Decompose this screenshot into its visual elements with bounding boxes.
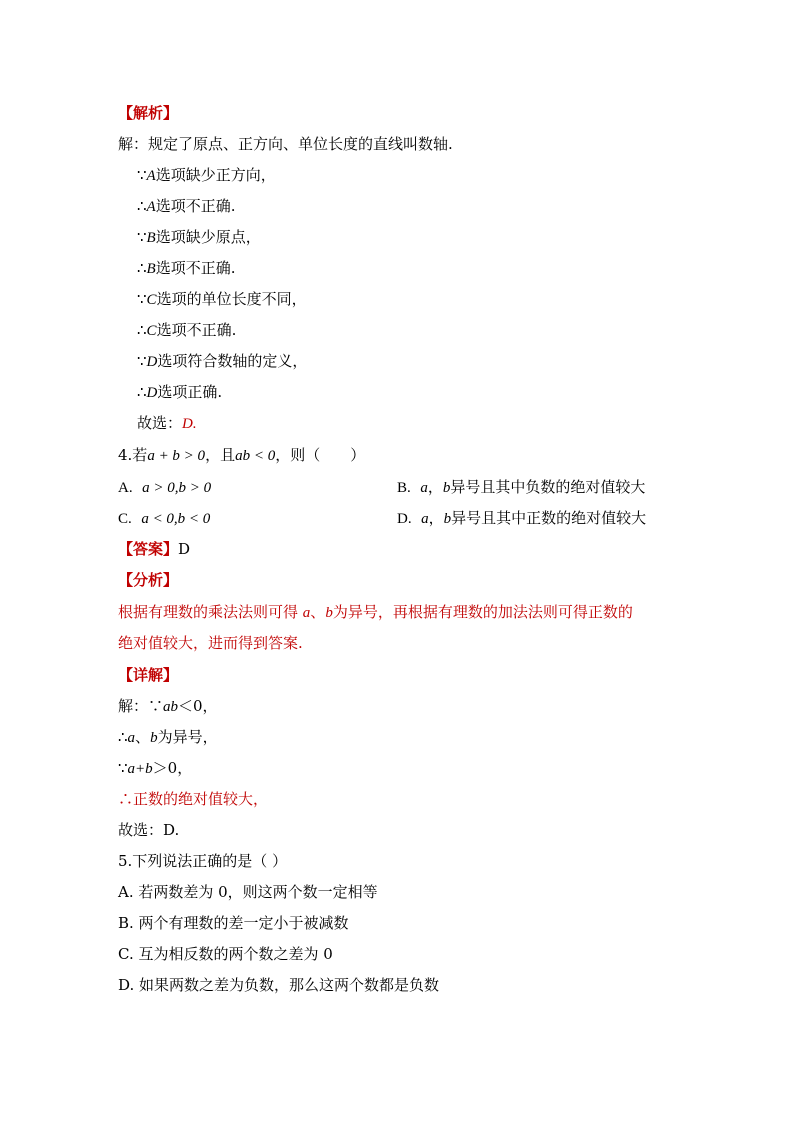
q5-option-b: B. 两个有理数的差一定小于被减数 xyxy=(118,914,349,932)
q4-detail-tag: 【详解】 xyxy=(118,666,179,684)
q4-option-a: A. a > 0,b > 0 xyxy=(118,480,212,496)
solution-line: ∴C选项不正确. xyxy=(137,321,237,339)
solution-line: ∵C选项的单位长度不同， xyxy=(137,290,307,308)
q4-detail-line: ∵a+b＞0， xyxy=(118,759,193,777)
solution-line: ∴B选项不正确. xyxy=(137,259,236,277)
q4-detail-line: ∴正数的绝对值较大， xyxy=(118,790,269,808)
q4-option-b: B. a，b异号且其中负数的绝对值较大 xyxy=(397,478,646,496)
solution-line: ∴D选项正确. xyxy=(137,383,223,401)
solution-line: ∵B选项缺少原点， xyxy=(137,228,261,246)
solution-line: ∵D选项符合数轴的定义， xyxy=(137,352,308,370)
q4-option-d: D. a，b异号且其中正数的绝对值较大 xyxy=(397,509,647,527)
q4-option-c: C. a < 0,b < 0 xyxy=(118,511,211,527)
q4-analysis-line-2: 绝对值较大，进而得到答案. xyxy=(118,634,303,652)
q4-detail-line: ∴a、b为异号， xyxy=(118,728,218,746)
q4-analysis-line-1: 根据有理数的乘法法则可得 a、b为异号，再根据有理数的加法法则可得正数的 xyxy=(118,603,633,621)
question-5-stem: 5.下列说法正确的是（ ） xyxy=(118,852,288,870)
solution-choice: 故选：D. xyxy=(137,414,197,432)
section-tag-jiexi: 【解析】 xyxy=(118,104,179,122)
q4-answer: 【答案】D xyxy=(118,540,191,558)
solution-intro: 解：规定了原点、正方向、单位长度的直线叫数轴. xyxy=(118,135,453,153)
q5-option-a: A. 若两数差为 0，则这两个数一定相等 xyxy=(118,883,378,901)
q4-analysis-tag: 【分析】 xyxy=(118,571,179,589)
question-4-stem: 4.若a + b > 0，且ab < 0，则（ ） xyxy=(118,446,366,464)
q4-detail-choice: 故选：D. xyxy=(118,821,180,839)
solution-line: ∵A选项缺少正方向， xyxy=(137,166,276,184)
q5-option-d: D. 如果两数之差为负数，那么这两个数都是负数 xyxy=(118,976,440,994)
q5-option-c: C. 互为相反数的两个数之差为 0 xyxy=(118,945,333,963)
solution-line: ∴A选项不正确. xyxy=(137,197,236,215)
q4-detail-line: 解：∵ab＜0， xyxy=(118,697,218,715)
